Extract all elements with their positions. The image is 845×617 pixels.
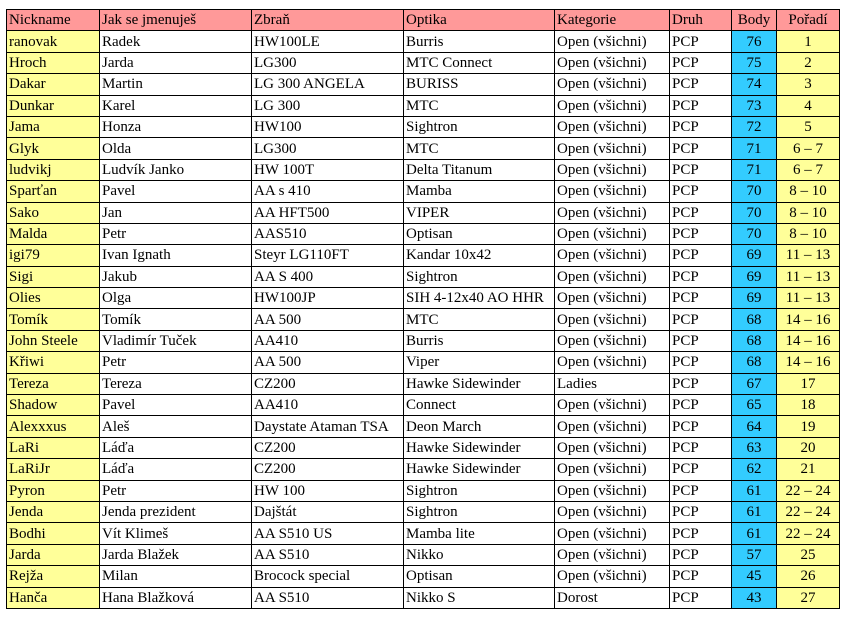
cell-weapon: CZ200 (252, 373, 404, 394)
cell-points: 57 (732, 544, 777, 565)
cell-category: Open (všichni) (555, 288, 670, 309)
cell-weapon: AA 500 (252, 309, 404, 330)
cell-optics: Hawke Sidewinder (404, 459, 555, 480)
cell-name: Petr (100, 352, 252, 373)
cell-optics: Hawke Sidewinder (404, 373, 555, 394)
cell-points: 62 (732, 459, 777, 480)
cell-weapon: AAS510 (252, 223, 404, 244)
table-row (7, 223, 840, 244)
cell-weapon: CZ200 (252, 437, 404, 458)
results-table (6, 9, 840, 609)
cell-points: 75 (732, 52, 777, 73)
cell-rank: 6 – 7 (777, 159, 840, 180)
cell-weapon: HW 100T (252, 159, 404, 180)
cell-category: Open (všichni) (555, 501, 670, 522)
cell-name: Láďa (100, 437, 252, 458)
cell-name: Radek (100, 31, 252, 52)
header-row (7, 10, 840, 31)
cell-name: Aleš (100, 416, 252, 437)
cell-category: Open (všichni) (555, 309, 670, 330)
cell-nickname: LaRiJr (7, 459, 100, 480)
cell-weapon: LG300 (252, 52, 404, 73)
cell-points: 68 (732, 309, 777, 330)
cell-nickname: Jarda (7, 544, 100, 565)
cell-weapon: Steyr LG110FT (252, 245, 404, 266)
cell-type: PCP (670, 266, 732, 287)
cell-points: 69 (732, 245, 777, 266)
table-row (7, 138, 840, 159)
cell-rank: 25 (777, 544, 840, 565)
cell-name: Tereza (100, 373, 252, 394)
table-row (7, 437, 840, 458)
cell-points: 43 (732, 587, 777, 608)
cell-optics: Sightron (404, 480, 555, 501)
cell-name: Petr (100, 223, 252, 244)
cell-type: PCP (670, 288, 732, 309)
cell-name: Jenda prezident (100, 501, 252, 522)
cell-weapon: AA S 400 (252, 266, 404, 287)
table-row (7, 523, 840, 544)
cell-weapon: AA S510 (252, 544, 404, 565)
cell-type: PCP (670, 523, 732, 544)
table-row (7, 95, 840, 116)
cell-category: Dorost (555, 587, 670, 608)
cell-category: Open (všichni) (555, 181, 670, 202)
cell-nickname: Křiwi (7, 352, 100, 373)
cell-type: PCP (670, 31, 732, 52)
cell-type: PCP (670, 309, 732, 330)
cell-type: PCP (670, 181, 732, 202)
cell-rank: 8 – 10 (777, 181, 840, 202)
cell-rank: 8 – 10 (777, 202, 840, 223)
cell-name: Pavel (100, 181, 252, 202)
cell-category: Open (všichni) (555, 566, 670, 587)
cell-rank: 18 (777, 395, 840, 416)
table-row (7, 202, 840, 223)
cell-type: PCP (670, 95, 732, 116)
cell-optics: SIH 4-12x40 AO HHR (404, 288, 555, 309)
cell-points: 71 (732, 138, 777, 159)
cell-points: 64 (732, 416, 777, 437)
cell-type: PCP (670, 202, 732, 223)
cell-points: 67 (732, 373, 777, 394)
cell-category: Open (všichni) (555, 74, 670, 95)
cell-rank: 19 (777, 416, 840, 437)
cell-weapon: Brocock special (252, 566, 404, 587)
cell-weapon: Dajštát (252, 501, 404, 522)
cell-category: Open (všichni) (555, 159, 670, 180)
cell-nickname: LaRi (7, 437, 100, 458)
cell-nickname: Bodhi (7, 523, 100, 544)
cell-type: PCP (670, 159, 732, 180)
cell-type: PCP (670, 352, 732, 373)
cell-weapon: HW 100 (252, 480, 404, 501)
cell-rank: 8 – 10 (777, 223, 840, 244)
cell-type: PCP (670, 395, 732, 416)
cell-rank: 22 – 24 (777, 501, 840, 522)
cell-weapon: AA s 410 (252, 181, 404, 202)
cell-points: 70 (732, 223, 777, 244)
cell-optics: Nikko S (404, 587, 555, 608)
cell-rank: 20 (777, 437, 840, 458)
cell-type: PCP (670, 373, 732, 394)
table-row (7, 459, 840, 480)
cell-weapon: AA HFT500 (252, 202, 404, 223)
cell-optics: MTC Connect (404, 52, 555, 73)
cell-name: Olda (100, 138, 252, 159)
cell-weapon: CZ200 (252, 459, 404, 480)
cell-category: Open (všichni) (555, 352, 670, 373)
cell-rank: 3 (777, 74, 840, 95)
cell-points: 65 (732, 395, 777, 416)
cell-optics: Mamba lite (404, 523, 555, 544)
table-row (7, 31, 840, 52)
cell-optics: Delta Titanum (404, 159, 555, 180)
cell-weapon: Daystate Ataman TSA (252, 416, 404, 437)
cell-points: 61 (732, 523, 777, 544)
cell-points: 71 (732, 159, 777, 180)
header-category: Kategorie (555, 10, 670, 31)
cell-type: PCP (670, 223, 732, 244)
cell-optics: MTC (404, 95, 555, 116)
header-optics: Optika (404, 10, 555, 31)
table-row (7, 587, 840, 608)
table-row (7, 288, 840, 309)
cell-points: 61 (732, 480, 777, 501)
cell-nickname: Dakar (7, 74, 100, 95)
cell-nickname: Jenda (7, 501, 100, 522)
cell-name: Martin (100, 74, 252, 95)
table-row (7, 395, 840, 416)
cell-category: Open (všichni) (555, 95, 670, 116)
cell-category: Open (všichni) (555, 416, 670, 437)
cell-nickname: John Steele (7, 330, 100, 351)
cell-optics: MTC (404, 138, 555, 159)
cell-weapon: HW100 (252, 116, 404, 137)
cell-optics: VIPER (404, 202, 555, 223)
cell-name: Honza (100, 116, 252, 137)
cell-nickname: Sparťan (7, 181, 100, 202)
cell-weapon: HW100JP (252, 288, 404, 309)
cell-points: 70 (732, 202, 777, 223)
cell-weapon: AA410 (252, 330, 404, 351)
cell-points: 73 (732, 95, 777, 116)
cell-points: 68 (732, 352, 777, 373)
cell-nickname: Glyk (7, 138, 100, 159)
cell-points: 72 (732, 116, 777, 137)
cell-name: Jakub (100, 266, 252, 287)
cell-name: Karel (100, 95, 252, 116)
cell-name: Láďa (100, 459, 252, 480)
cell-nickname: igi79 (7, 245, 100, 266)
cell-optics: Sightron (404, 501, 555, 522)
cell-type: PCP (670, 459, 732, 480)
table-row (7, 245, 840, 266)
cell-nickname: Malda (7, 223, 100, 244)
table-row (7, 74, 840, 95)
cell-optics: BURISS (404, 74, 555, 95)
cell-weapon: HW100LE (252, 31, 404, 52)
cell-type: PCP (670, 480, 732, 501)
header-rank: Pořadí (777, 10, 840, 31)
cell-points: 76 (732, 31, 777, 52)
cell-nickname: Sako (7, 202, 100, 223)
cell-rank: 14 – 16 (777, 352, 840, 373)
cell-category: Open (všichni) (555, 202, 670, 223)
cell-category: Open (všichni) (555, 480, 670, 501)
cell-name: Pavel (100, 395, 252, 416)
cell-nickname: Hroch (7, 52, 100, 73)
cell-category: Open (všichni) (555, 245, 670, 266)
cell-type: PCP (670, 330, 732, 351)
cell-type: PCP (670, 74, 732, 95)
table-row (7, 52, 840, 73)
cell-type: PCP (670, 587, 732, 608)
cell-optics: Burris (404, 330, 555, 351)
cell-optics: Hawke Sidewinder (404, 437, 555, 458)
cell-type: PCP (670, 566, 732, 587)
cell-category: Open (všichni) (555, 116, 670, 137)
cell-type: PCP (670, 501, 732, 522)
table-row (7, 480, 840, 501)
cell-rank: 14 – 16 (777, 309, 840, 330)
cell-nickname: Rejža (7, 566, 100, 587)
cell-type: PCP (670, 245, 732, 266)
cell-category: Open (všichni) (555, 31, 670, 52)
cell-rank: 11 – 13 (777, 245, 840, 266)
cell-name: Olga (100, 288, 252, 309)
cell-optics: MTC (404, 309, 555, 330)
cell-name: Tomík (100, 309, 252, 330)
cell-points: 74 (732, 74, 777, 95)
cell-type: PCP (670, 544, 732, 565)
header-nickname: Nickname (7, 10, 100, 31)
cell-optics: Connect (404, 395, 555, 416)
cell-name: Ivan Ignath (100, 245, 252, 266)
cell-category: Open (všichni) (555, 330, 670, 351)
cell-optics: Kandar 10x42 (404, 245, 555, 266)
table-row (7, 330, 840, 351)
cell-points: 63 (732, 437, 777, 458)
cell-optics: Viper (404, 352, 555, 373)
table-row (7, 181, 840, 202)
cell-optics: Burris (404, 31, 555, 52)
cell-nickname: Jama (7, 116, 100, 137)
cell-type: PCP (670, 116, 732, 137)
cell-rank: 17 (777, 373, 840, 394)
cell-category: Ladies (555, 373, 670, 394)
cell-optics: Optisan (404, 223, 555, 244)
cell-nickname: Alexxxus (7, 416, 100, 437)
cell-rank: 21 (777, 459, 840, 480)
cell-weapon: AA 500 (252, 352, 404, 373)
cell-name: Jarda Blažek (100, 544, 252, 565)
cell-optics: Optisan (404, 566, 555, 587)
cell-type: PCP (670, 52, 732, 73)
header-name: Jak se jmenuješ (100, 10, 252, 31)
cell-name: Vít Klimeš (100, 523, 252, 544)
cell-category: Open (všichni) (555, 266, 670, 287)
cell-weapon: LG 300 ANGELA (252, 74, 404, 95)
cell-name: Vladimír Tuček (100, 330, 252, 351)
cell-type: PCP (670, 138, 732, 159)
cell-rank: 4 (777, 95, 840, 116)
header-weapon: Zbraň (252, 10, 404, 31)
cell-nickname: Hanča (7, 587, 100, 608)
cell-category: Open (všichni) (555, 138, 670, 159)
cell-optics: Mamba (404, 181, 555, 202)
cell-nickname: Tereza (7, 373, 100, 394)
cell-rank: 11 – 13 (777, 266, 840, 287)
cell-weapon: LG300 (252, 138, 404, 159)
cell-type: PCP (670, 437, 732, 458)
cell-category: Open (všichni) (555, 52, 670, 73)
cell-optics: Sightron (404, 266, 555, 287)
cell-name: Petr (100, 480, 252, 501)
cell-name: Milan (100, 566, 252, 587)
table-row (7, 373, 840, 394)
cell-rank: 14 – 16 (777, 330, 840, 351)
cell-name: Jarda (100, 52, 252, 73)
cell-rank: 22 – 24 (777, 523, 840, 544)
cell-points: 69 (732, 288, 777, 309)
cell-nickname: Tomík (7, 309, 100, 330)
table-row (7, 566, 840, 587)
cell-rank: 1 (777, 31, 840, 52)
cell-optics: Nikko (404, 544, 555, 565)
table-row (7, 266, 840, 287)
cell-nickname: Sigi (7, 266, 100, 287)
cell-rank: 11 – 13 (777, 288, 840, 309)
cell-optics: Sightron (404, 116, 555, 137)
table-row (7, 501, 840, 522)
cell-rank: 22 – 24 (777, 480, 840, 501)
cell-nickname: Pyron (7, 480, 100, 501)
header-type: Druh (670, 10, 732, 31)
table-row (7, 544, 840, 565)
cell-category: Open (všichni) (555, 544, 670, 565)
cell-category: Open (všichni) (555, 459, 670, 480)
table-row (7, 309, 840, 330)
table-row (7, 116, 840, 137)
cell-rank: 27 (777, 587, 840, 608)
cell-name: Jan (100, 202, 252, 223)
cell-name: Ludvík Janko (100, 159, 252, 180)
cell-name: Hana Blažková (100, 587, 252, 608)
cell-points: 70 (732, 181, 777, 202)
cell-weapon: AA410 (252, 395, 404, 416)
cell-category: Open (všichni) (555, 395, 670, 416)
cell-rank: 2 (777, 52, 840, 73)
table-row (7, 352, 840, 373)
cell-points: 61 (732, 501, 777, 522)
cell-points: 45 (732, 566, 777, 587)
cell-weapon: AA S510 (252, 587, 404, 608)
cell-weapon: AA S510 US (252, 523, 404, 544)
cell-category: Open (všichni) (555, 437, 670, 458)
cell-nickname: Dunkar (7, 95, 100, 116)
cell-rank: 5 (777, 116, 840, 137)
cell-nickname: ludvikj (7, 159, 100, 180)
cell-nickname: ranovak (7, 31, 100, 52)
cell-category: Open (všichni) (555, 223, 670, 244)
cell-optics: Deon March (404, 416, 555, 437)
cell-type: PCP (670, 416, 732, 437)
cell-points: 69 (732, 266, 777, 287)
cell-category: Open (všichni) (555, 523, 670, 544)
cell-rank: 6 – 7 (777, 138, 840, 159)
cell-nickname: Shadow (7, 395, 100, 416)
cell-points: 68 (732, 330, 777, 351)
table-row (7, 159, 840, 180)
cell-weapon: LG 300 (252, 95, 404, 116)
cell-rank: 26 (777, 566, 840, 587)
header-points: Body (732, 10, 777, 31)
table-row (7, 416, 840, 437)
cell-nickname: Olies (7, 288, 100, 309)
